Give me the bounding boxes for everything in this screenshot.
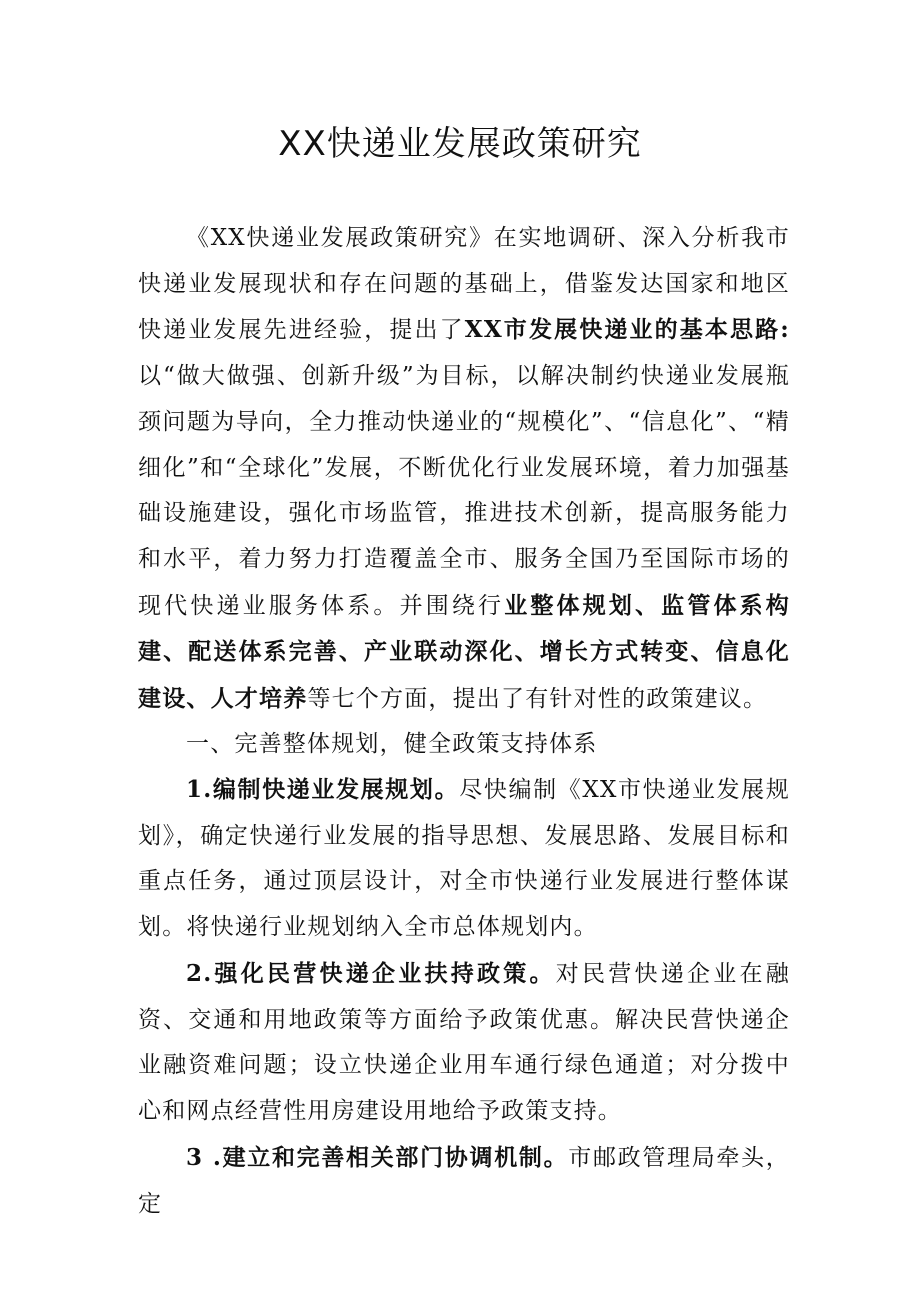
policy-item-1	[138, 767, 790, 951]
policy-item-2-text: 对民营快递企业在融资、交通和用地政策等方面给予政策优惠。解决民营快递企业融资难问题；设立快递企业用车通行绿色通道；对分拨中心和网点经营性用房建设用地给予政策支持。	[138, 961, 790, 1125]
intro-text-part-3: 等七个方面，提出了有针对性的政策建议。	[307, 686, 768, 713]
policy-item-2-lead: 2.强化民营快递企业扶持政策。	[186, 960, 556, 987]
intro-emphasis-basic-idea: XX市发展快递业的基本思路:	[464, 316, 790, 344]
intro-paragraph	[138, 216, 790, 723]
policy-item-2	[138, 951, 790, 1135]
policy-item-1-lead: 1.编制快递业发展规划。	[186, 776, 460, 803]
policy-item-1-text: 尽快编制《XX市快递业发展规划》，确定快递行业发展的指导思想、发展思路、发展目标和重点任务，通过顶层设计，对全市快递行业发展进行整体谋划。将快递行业规划纳入全市总体规划内。	[138, 777, 790, 941]
document-title: XX快递业发展政策研究	[278, 124, 642, 164]
intro-emphasis-seven-aspects: 业整体规划、监管体系构建、配送体系完善、产业联动深化、增长方式转变、信息化建设、人才培养	[138, 591, 790, 713]
intro-text-part-2: 以“做大做强、创新升级”为目标，以解决制约快递业发展瓶颈问题为导向，全力推动快递业的“规模化”、“信息化”、“精细化”和“全球化”发展，不断优化行业发展环境，着力加强基础设施建设，强化市场监管，推进技术创新，提高服务能力和水平，着力努力打造覆盖全市、服务全国乃至国际市场的现代快递业服务体系。并围绕行	[138, 363, 790, 619]
policy-item-3-lead: 3 .建立和完善相关部门协调机制。	[186, 1144, 569, 1171]
policy-item-3-text: 市邮政管理局牵头，定	[138, 1145, 790, 1217]
intro-text-part-1: 《XX快递业发展政策研究》在实地调研、深入分析我市快递业发展现状和存在问题的基础上，借鉴发达国家和地区快递业发展先进经验，提出了	[138, 225, 790, 344]
section-heading-1: 一、完善整体规划，健全政策支持体系	[186, 731, 598, 757]
policy-item-3	[138, 1135, 790, 1227]
